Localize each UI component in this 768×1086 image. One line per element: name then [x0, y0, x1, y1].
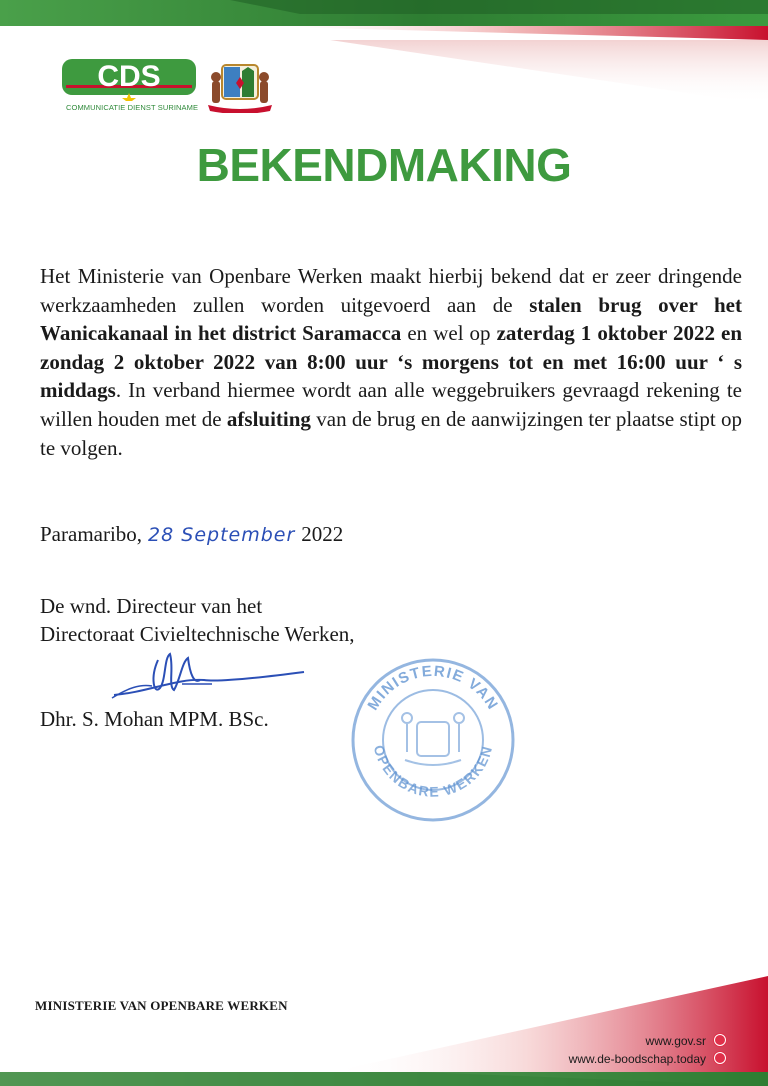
body-bold-closure: afsluiting [226, 406, 311, 431]
cds-tagline: COMMUNICATIE DIENST SURINAME [66, 103, 199, 112]
page-title: BEKENDMAKING [196, 139, 572, 191]
date-year: 2022 [301, 522, 344, 546]
body-bold-dates: zaterdag 1 oktober 2022 en zondag 2 oktober 2022 van 8:00 uur ‘s morgens tot en met 16:00 uur ‘ s middags [40, 321, 742, 403]
cds-logo-text: CDS [97, 60, 161, 93]
globe-icon [714, 1052, 726, 1064]
signature-title-line2: Directoraat Civieltechnische Werken, [40, 622, 355, 646]
stamp-top-text: MINISTERIE VAN [364, 662, 502, 714]
svg-text:MINISTERIE VAN [364, 663, 501, 714]
body-text: en wel op [401, 321, 497, 346]
svg-text:OPENBARE WERKEN [371, 743, 496, 800]
handwritten-signature [108, 640, 308, 710]
footer-url-boodschap[interactable] [569, 1052, 726, 1066]
date-place: Paramaribo, [40, 522, 143, 546]
announcement-body [40, 262, 742, 462]
footer-url-gov-text[interactable]: www.gov.sr [645, 1034, 706, 1048]
footer-url-boodschap-text[interactable]: www.de-boodschap.today [568, 1052, 706, 1066]
date-handwritten: 28 September [148, 524, 296, 546]
coat-of-arms-icon [204, 55, 276, 113]
official-stamp [345, 652, 520, 827]
stamp-emblem-icon [402, 713, 464, 765]
body-text: . In verband hiermee wordt aan alle weggebruikers gevraagd rekening te willen houden met de [40, 378, 742, 431]
footer-organization: MINISTERIE VAN OPENBARE WERKEN [35, 998, 288, 1013]
signatory-name: Dhr. S. Mohan MPM. BSc. [40, 707, 269, 731]
cds-logo [60, 55, 200, 101]
globe-icon [714, 1034, 726, 1046]
header-logos [60, 55, 280, 120]
body-bold-location: stalen brug over het Wanicakanaal in het district Saramacca [40, 292, 742, 346]
footer-url-gov[interactable] [646, 1034, 726, 1048]
date-line [40, 522, 343, 547]
footer-decorative-band [0, 976, 768, 1086]
body-text: Het Ministerie van Openbare Werken maakt hierbij bekend dat er zeer dringende werkzaamheden zullen worden uitgevoerd aan de [40, 264, 742, 317]
stamp-bottom-text: OPENBARE WERKEN [370, 743, 496, 800]
signature-title-line1: De wnd. Directeur van het [40, 594, 263, 618]
body-text: van de brug en de aanwijzingen ter plaatse stipt op te volgen. [40, 406, 742, 460]
